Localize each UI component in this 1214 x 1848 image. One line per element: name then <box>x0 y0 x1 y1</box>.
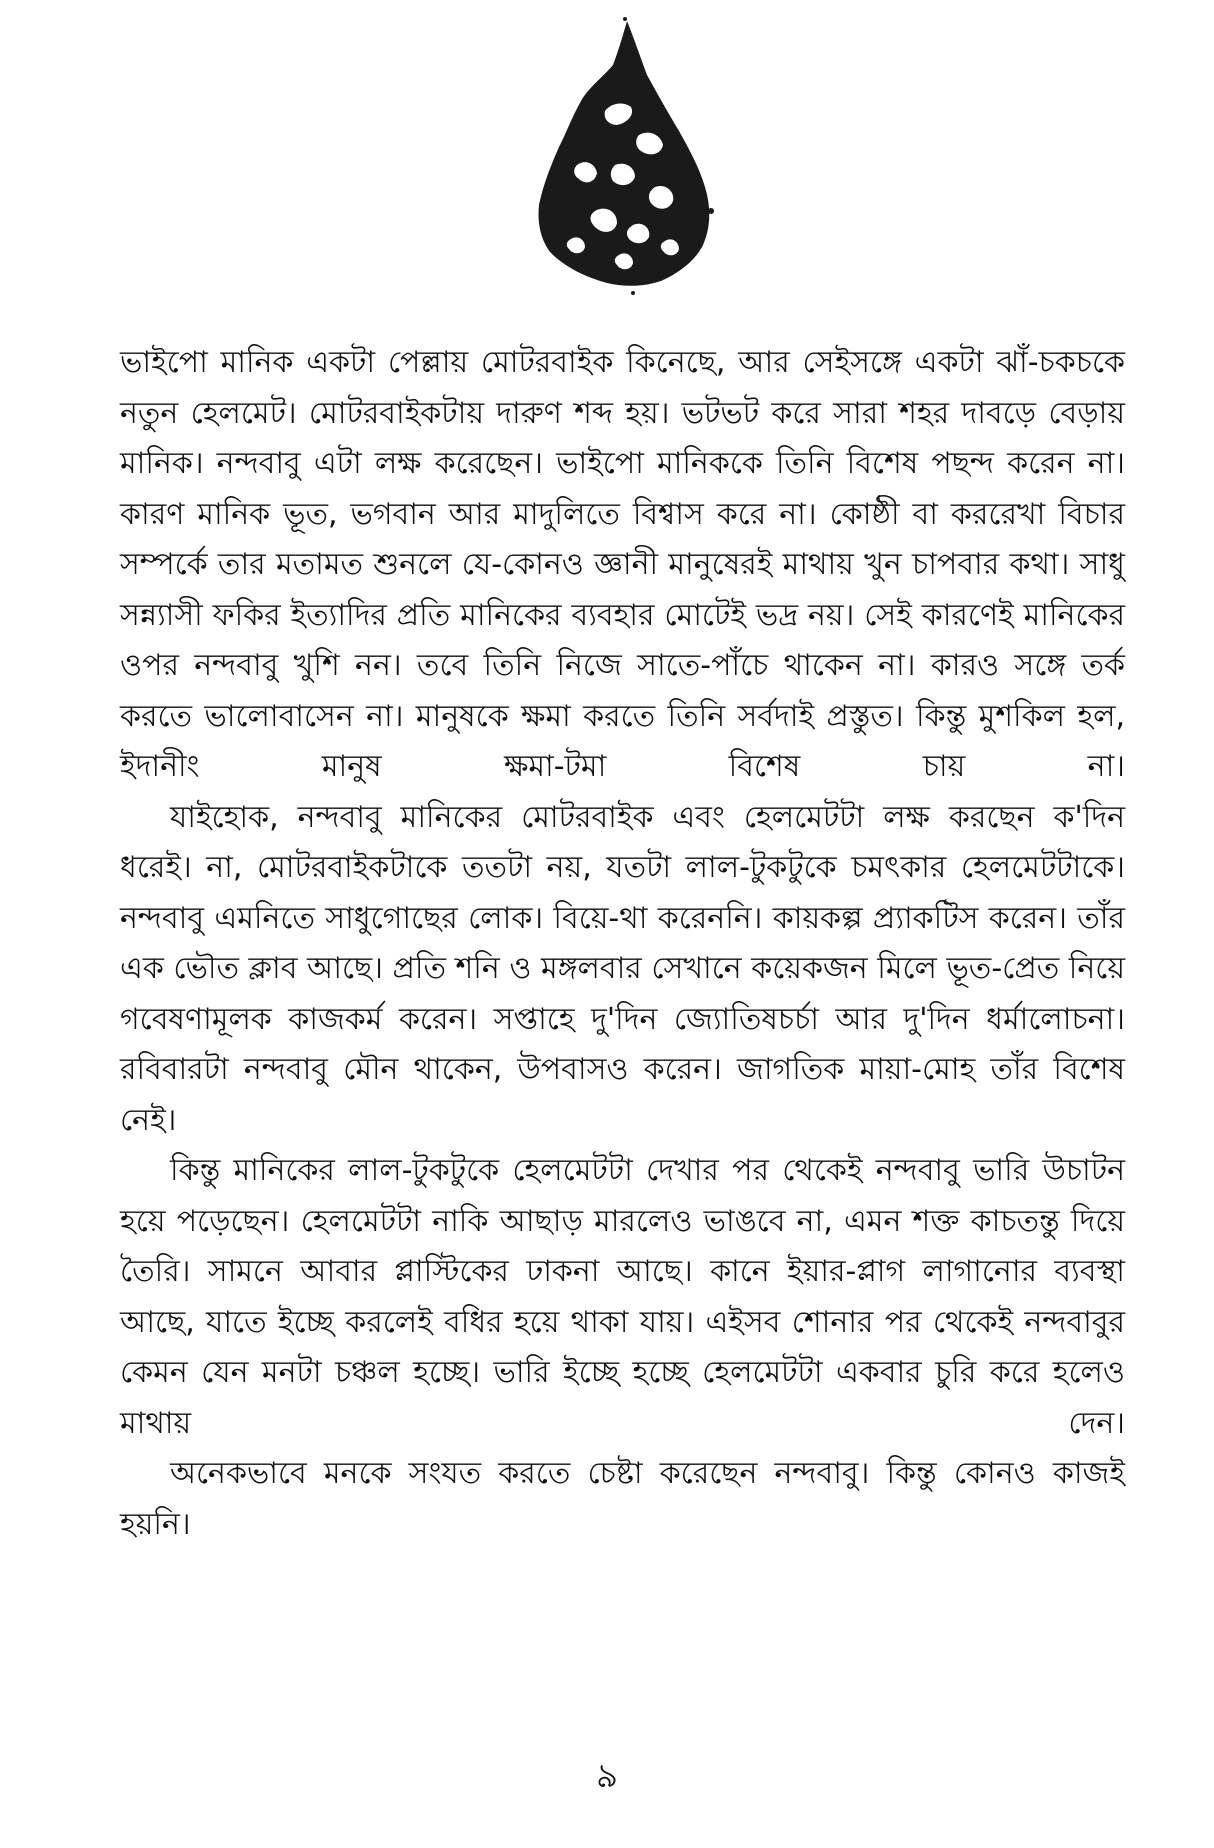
paragraph-3: কিন্তু মানিকের লাল-টুকটুকে হেলমেটটা দেখার পর থেকেই নন্দবাবু ভারি উচাটন হয়ে পড়েছেন। হেলমেটটা নাকি আছাড় মারলেও ভাঙবে না, এমন শক্ত কাচতন্তু দিয়ে তৈরি। সামনে আবার প্লাস্টিকের ঢাকনা আছে। কানে ইয়ার-প্লাগ লাগানোর ব্যবস্থা আছে, যাতে ইচ্ছে করলেই বধির হয়ে থাকা যায়। এইসব শোনার পর থেকেই নন্দবাবুর কেমন যেন মনটা চঞ্চল হচ্ছে। ভারি ইচ্ছে হচ্ছে হেলমেটটা একবার চুরি করে হলেও মাথায় দেন। <box>120 1153 1125 1441</box>
sadhu-ink-sketch-icon <box>515 15 735 300</box>
paragraph-4: অনেকভাবে মনকে সংযত করতে চেষ্টা করেছেন নন্দবাবু। কিন্তু কোনও কাজই হয়নি। <box>120 1456 1125 1542</box>
page-number: ৯ <box>595 1756 619 1796</box>
paragraph-2: যাইহোক, নন্দবাবু মানিকের মোটরবাইক এবং হেলমেটটা লক্ষ করছেন ক'দিন ধরেই। না, মোটরবাইকটাকে ততটা নয়, যতটা লাল-টুকটুকে চমৎকার হেলমেটটাকে। নন্দবাবু এমনিতে সাধুগোছের লোক। বিয়ে-থা করেননি। কায়কল্প প্র্যাকটিস করেন। তাঁর এক ভৌত ক্লাব আছে। প্রতি শনি ও মঙ্গলবার সেখানে কয়েকজন মিলে ভূত-প্রেত নিয়ে গবেষণামূলক কাজকর্ম করেন। সপ্তাহে দু'দিন জ্যোতিষচর্চা আর দু'দিন ধর্মালোচনা। রবিবারটা নন্দবাবু মৌন থাকেন, উপবাসও করেন। জাগতিক মায়া-মোহ তাঁর বিশেষ নেই। <box>120 799 1125 1138</box>
paragraph-1: ভাইপো মানিক একটা পেল্লায় মোটরবাইক কিনেছে, আর সেইসঙ্গে একটা ঝাঁ-চকচকে নতুন হেলমেট। মোটরবাইকটায় দারুণ শব্দ হয়। ভটভট করে সারা শহর দাবড়ে বেড়ায় মানিক। নন্দবাবু এটা লক্ষ করেছেন। ভাইপো মানিককে তিনি বিশেষ পছন্দ করেন না। কারণ মানিক ভূত, ভগবান আর মাদুলিতে বিশ্বাস করে না। কোষ্ঠী বা কররেখা বিচার সম্পর্কে তার মতামত শুনলে যে-কোনও জ্ঞানী মানুষেরই মাথায় খুন চাপবার কথা। সাধু সন্ন্যাসী ফকির ইত্যাদির প্রতি মানিকের ব্যবহার মোটেই ভদ্র নয়। সেই কারণেই মানিকের ওপর নন্দবাবু খুশি নন। তবে তিনি নিজে সাতে-পাঁচে থাকেন না। কারও সঙ্গে তর্ক করতে ভালোবাসেন না। মানুষকে ক্ষমা করতে তিনি সর্বদাই প্রস্তুত। কিন্তু মুশকিল হল, ইদানীং মানুষ ক্ষমা-টমা বিশেষ চায় না। <box>120 345 1125 784</box>
body-text <box>120 338 1125 1550</box>
